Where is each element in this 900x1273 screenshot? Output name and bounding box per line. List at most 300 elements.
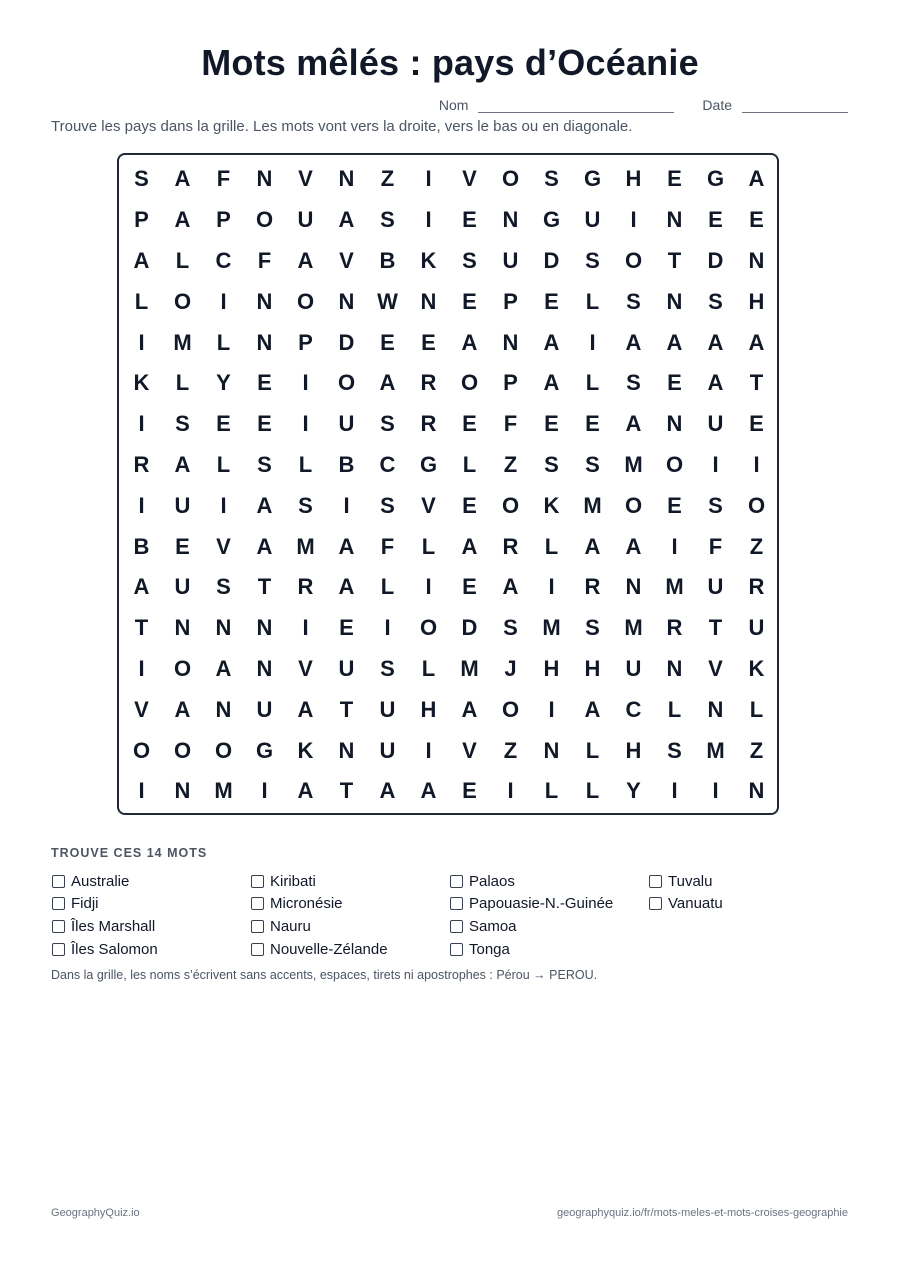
word-label: Vanuatu bbox=[668, 895, 723, 913]
word-checkbox[interactable] bbox=[450, 897, 463, 910]
grid-cell[interactable]: U bbox=[584, 207, 601, 233]
grid-cell[interactable]: R bbox=[748, 574, 765, 600]
grid-cell[interactable]: R bbox=[420, 411, 437, 437]
grid-cell[interactable]: F bbox=[503, 411, 518, 437]
word-list bbox=[52, 870, 852, 962]
grid-cell[interactable]: S bbox=[544, 166, 559, 192]
grid-cell[interactable]: M bbox=[624, 451, 643, 477]
grid-cell[interactable]: P bbox=[503, 288, 518, 314]
grid-cell[interactable]: M bbox=[706, 737, 725, 763]
grid-cell[interactable]: L bbox=[380, 574, 395, 600]
grid-cell[interactable]: A bbox=[748, 166, 765, 192]
grid-cell[interactable]: S bbox=[175, 411, 190, 437]
grid-cell[interactable]: V bbox=[339, 247, 354, 273]
grid-cell[interactable]: T bbox=[749, 370, 764, 396]
word-list-item bbox=[251, 870, 450, 893]
grid-cell[interactable]: T bbox=[339, 778, 354, 804]
grid-cell[interactable]: N bbox=[502, 329, 519, 355]
grid-cell[interactable]: L bbox=[585, 370, 600, 396]
word-list-item bbox=[52, 893, 251, 916]
grid-cell[interactable]: N bbox=[748, 247, 765, 273]
grid-cell[interactable]: E bbox=[708, 207, 723, 233]
grid-cell[interactable]: V bbox=[298, 166, 313, 192]
grid-cell[interactable]: G bbox=[542, 207, 561, 233]
grid-cell[interactable]: L bbox=[175, 247, 190, 273]
grid-cell[interactable]: E bbox=[667, 370, 682, 396]
grid-cell[interactable]: M bbox=[460, 655, 479, 681]
grid-cell[interactable]: I bbox=[425, 737, 432, 763]
grid-cell[interactable]: O bbox=[747, 492, 766, 518]
grid-cell[interactable]: U bbox=[502, 247, 519, 273]
instructions: Trouve les pays dans la grille. Les mots vont vers la droite, vers le bas ou en diagonale. bbox=[51, 118, 633, 135]
grid-cell[interactable]: A bbox=[174, 696, 191, 722]
grid-cell[interactable]: C bbox=[625, 696, 642, 722]
grid-cell[interactable]: R bbox=[584, 574, 601, 600]
word-checkbox[interactable] bbox=[52, 943, 65, 956]
grid-cell[interactable]: E bbox=[421, 329, 436, 355]
grid-cell[interactable]: L bbox=[216, 329, 231, 355]
grid-cell[interactable]: S bbox=[585, 451, 600, 477]
grid-cell[interactable]: E bbox=[216, 411, 231, 437]
grid-cell[interactable]: P bbox=[298, 329, 313, 355]
grid-cell[interactable]: E bbox=[462, 288, 477, 314]
grid-cell[interactable]: I bbox=[548, 574, 555, 600]
grid-cell[interactable]: R bbox=[420, 370, 437, 396]
grid-cell[interactable]: E bbox=[749, 411, 764, 437]
grid-cell[interactable]: I bbox=[302, 615, 309, 641]
grid-cell[interactable]: L bbox=[667, 696, 682, 722]
grid-cell[interactable]: L bbox=[134, 288, 149, 314]
grid-cell[interactable]: A bbox=[543, 370, 560, 396]
grid-cell[interactable]: D bbox=[707, 247, 724, 273]
grid-cell[interactable]: O bbox=[255, 207, 274, 233]
word-list-item bbox=[450, 893, 649, 916]
grid-cell[interactable]: V bbox=[462, 166, 477, 192]
grid-cell[interactable]: I bbox=[302, 370, 309, 396]
grid-cell[interactable]: E bbox=[462, 574, 477, 600]
word-list-item bbox=[649, 893, 848, 916]
word-list-item bbox=[649, 870, 848, 893]
grid-cell[interactable]: U bbox=[625, 655, 642, 681]
grid-cell[interactable]: H bbox=[420, 696, 437, 722]
grid-cell[interactable]: E bbox=[749, 207, 764, 233]
grid-cell[interactable]: U bbox=[748, 615, 765, 641]
grid-cell[interactable]: Z bbox=[749, 533, 764, 559]
grid-cell[interactable]: L bbox=[585, 288, 600, 314]
grid-cell[interactable]: E bbox=[544, 411, 559, 437]
grid-cell[interactable]: L bbox=[421, 655, 436, 681]
grid-cell[interactable]: A bbox=[215, 655, 232, 681]
grid-cell[interactable]: K bbox=[543, 492, 560, 518]
grid-cell[interactable]: U bbox=[338, 411, 355, 437]
grid-cell[interactable]: N bbox=[256, 615, 273, 641]
grid-cell[interactable]: N bbox=[666, 288, 683, 314]
grid-cell[interactable]: A bbox=[502, 574, 519, 600]
word-checkbox[interactable] bbox=[450, 943, 463, 956]
grid-cell[interactable]: A bbox=[256, 533, 273, 559]
grid-cell[interactable]: B bbox=[133, 533, 150, 559]
grid-cell[interactable]: L bbox=[421, 533, 436, 559]
grid-cell[interactable]: K bbox=[297, 737, 314, 763]
grid-cell[interactable]: A bbox=[625, 533, 642, 559]
grid-cell[interactable]: M bbox=[583, 492, 602, 518]
grid-cell[interactable]: M bbox=[665, 574, 684, 600]
grid-cell[interactable]: S bbox=[216, 574, 231, 600]
grid-cell[interactable]: K bbox=[748, 655, 765, 681]
grid-cell[interactable]: N bbox=[338, 166, 355, 192]
date-label: Date bbox=[702, 97, 732, 113]
grid-cell[interactable]: B bbox=[379, 247, 396, 273]
grid-cell[interactable]: O bbox=[173, 655, 192, 681]
word-search-grid bbox=[121, 159, 777, 812]
grid-cell[interactable]: A bbox=[379, 370, 396, 396]
grid-cell[interactable]: A bbox=[297, 778, 314, 804]
grid-cell[interactable]: T bbox=[339, 696, 354, 722]
grid-cell[interactable]: A bbox=[461, 696, 478, 722]
grid-cell[interactable]: N bbox=[420, 288, 437, 314]
grid-cell[interactable]: A bbox=[379, 778, 396, 804]
grid-cell[interactable]: F bbox=[380, 533, 395, 559]
word-checkbox[interactable] bbox=[251, 897, 264, 910]
grid-cell[interactable]: E bbox=[462, 778, 477, 804]
word-label: Fidji bbox=[71, 895, 99, 913]
grid-cell[interactable]: L bbox=[216, 451, 231, 477]
grid-cell[interactable]: K bbox=[420, 247, 437, 273]
word-checkbox[interactable] bbox=[450, 875, 463, 888]
grid-cell[interactable]: N bbox=[256, 288, 273, 314]
grid-cell[interactable]: E bbox=[462, 207, 477, 233]
grid-cell[interactable]: N bbox=[256, 329, 273, 355]
grid-cell[interactable]: I bbox=[589, 329, 596, 355]
word-label: Australie bbox=[71, 872, 130, 890]
grid-cell[interactable]: O bbox=[419, 615, 438, 641]
grid-cell[interactable]: T bbox=[667, 247, 682, 273]
grid-cell[interactable]: M bbox=[214, 778, 233, 804]
grid-cell[interactable]: R bbox=[666, 615, 683, 641]
grid-cell[interactable]: A bbox=[707, 370, 724, 396]
word-label: Tuvalu bbox=[668, 872, 713, 890]
grid-cell[interactable]: O bbox=[624, 247, 643, 273]
grid-cell[interactable]: V bbox=[421, 492, 436, 518]
grid-cell[interactable]: Z bbox=[503, 737, 518, 763]
grid-cell[interactable]: I bbox=[343, 492, 350, 518]
footer-url[interactable]: geographyquiz.io/fr/mots-meles-et-mots-croises-geographie bbox=[556, 1207, 848, 1219]
grid-cell[interactable]: N bbox=[174, 615, 191, 641]
grid-cell[interactable]: O bbox=[624, 492, 643, 518]
grid-cell[interactable]: V bbox=[134, 696, 149, 722]
grid-cell[interactable]: A bbox=[338, 207, 355, 233]
grid-cell[interactable]: A bbox=[707, 329, 724, 355]
grid-cell[interactable]: P bbox=[134, 207, 149, 233]
grid-cell[interactable]: N bbox=[256, 166, 273, 192]
grid-cell[interactable]: I bbox=[753, 451, 760, 477]
grid-cell[interactable]: W bbox=[377, 288, 398, 314]
word-checkbox[interactable] bbox=[52, 897, 65, 910]
grid-cell[interactable]: S bbox=[380, 207, 395, 233]
grid-cell[interactable]: S bbox=[667, 737, 682, 763]
grid-cell[interactable]: I bbox=[138, 778, 145, 804]
grid-cell[interactable]: I bbox=[712, 451, 719, 477]
grid-cell[interactable]: D bbox=[461, 615, 478, 641]
grid-cell[interactable]: A bbox=[625, 329, 642, 355]
grid-cell[interactable]: N bbox=[666, 207, 683, 233]
grid-cell[interactable]: S bbox=[380, 492, 395, 518]
word-list-item bbox=[251, 915, 450, 938]
name-label: Nom bbox=[438, 97, 469, 113]
grid-cell[interactable]: A bbox=[625, 411, 642, 437]
grid-cell[interactable]: Z bbox=[503, 451, 518, 477]
grid-cell[interactable]: I bbox=[425, 166, 432, 192]
grid-cell[interactable]: I bbox=[507, 778, 514, 804]
grid-cell[interactable]: G bbox=[706, 166, 725, 192]
grid-cell[interactable]: I bbox=[220, 492, 227, 518]
grid-cell[interactable]: U bbox=[379, 737, 396, 763]
grid-cell[interactable]: O bbox=[173, 288, 192, 314]
grid-cell[interactable]: S bbox=[380, 655, 395, 681]
grid-cell[interactable]: S bbox=[503, 615, 518, 641]
grid-cell[interactable]: C bbox=[379, 451, 396, 477]
grid-cell[interactable]: D bbox=[338, 329, 355, 355]
grid-cell[interactable]: N bbox=[666, 655, 683, 681]
grid-cell[interactable]: I bbox=[138, 411, 145, 437]
grid-cell[interactable]: N bbox=[338, 737, 355, 763]
grid-cell[interactable]: S bbox=[585, 615, 600, 641]
word-checkbox[interactable] bbox=[52, 875, 65, 888]
grid-cell[interactable]: U bbox=[379, 696, 396, 722]
grid-note: Dans la grille, les noms s’écrivent sans accents, espaces, tirets ni apostrophes : Pérou → PEROU. bbox=[51, 968, 598, 982]
grid-cell[interactable]: N bbox=[256, 655, 273, 681]
grid-cell[interactable]: E bbox=[544, 288, 559, 314]
grid-cell[interactable]: A bbox=[338, 574, 355, 600]
grid-cell[interactable]: U bbox=[297, 207, 314, 233]
grid-cell[interactable]: H bbox=[625, 737, 642, 763]
word-list-item bbox=[450, 915, 649, 938]
grid-cell[interactable]: P bbox=[503, 370, 518, 396]
grid-cell[interactable]: N bbox=[174, 778, 191, 804]
grid-cell[interactable]: L bbox=[175, 370, 190, 396]
word-checkbox[interactable] bbox=[52, 920, 65, 933]
grid-cell[interactable]: O bbox=[337, 370, 356, 396]
grid-cell[interactable]: N bbox=[502, 207, 519, 233]
grid-cell[interactable]: I bbox=[425, 574, 432, 600]
grid-cell[interactable]: N bbox=[543, 737, 560, 763]
grid-cell[interactable]: M bbox=[542, 615, 561, 641]
word-label: Micronésie bbox=[270, 895, 343, 913]
grid-cell[interactable]: N bbox=[666, 411, 683, 437]
grid-cell[interactable]: Y bbox=[626, 778, 641, 804]
name-field[interactable] bbox=[478, 96, 674, 113]
grid-cell[interactable]: V bbox=[298, 655, 313, 681]
grid-cell[interactable]: H bbox=[748, 288, 765, 314]
grid-cell[interactable]: N bbox=[215, 696, 232, 722]
page-title: Mots mêlés : pays d’Océanie bbox=[201, 42, 699, 83]
grid-cell[interactable]: U bbox=[174, 492, 191, 518]
grid-cell[interactable]: A bbox=[133, 247, 150, 273]
grid-cell[interactable]: A bbox=[338, 533, 355, 559]
grid-cell[interactable]: O bbox=[132, 737, 151, 763]
grid-cell[interactable]: I bbox=[384, 615, 391, 641]
grid-cell[interactable]: E bbox=[339, 615, 354, 641]
grid-cell[interactable]: E bbox=[585, 411, 600, 437]
grid-cell[interactable]: G bbox=[419, 451, 438, 477]
grid-cell[interactable]: A bbox=[174, 166, 191, 192]
grid-cell[interactable]: I bbox=[671, 533, 678, 559]
grid-cell[interactable]: S bbox=[257, 451, 272, 477]
word-checkbox[interactable] bbox=[251, 920, 264, 933]
grid-cell[interactable]: U bbox=[707, 411, 724, 437]
grid-cell[interactable]: R bbox=[297, 574, 314, 600]
grid-cell[interactable]: F bbox=[257, 247, 272, 273]
grid-cell[interactable]: U bbox=[256, 696, 273, 722]
grid-cell[interactable]: N bbox=[215, 615, 232, 641]
grid-cell[interactable]: S bbox=[298, 492, 313, 518]
grid-cell[interactable]: I bbox=[630, 207, 637, 233]
grid-cell[interactable]: K bbox=[133, 370, 150, 396]
grid-cell[interactable]: I bbox=[261, 778, 268, 804]
word-checkbox[interactable] bbox=[450, 920, 463, 933]
grid-cell[interactable]: A bbox=[461, 533, 478, 559]
grid-cell[interactable]: O bbox=[501, 492, 520, 518]
grid-cell[interactable]: G bbox=[255, 737, 274, 763]
word-list-item bbox=[52, 938, 251, 961]
grid-cell[interactable]: S bbox=[626, 288, 641, 314]
grid-cell[interactable]: L bbox=[749, 696, 764, 722]
grid-cell[interactable]: O bbox=[501, 166, 520, 192]
grid-cell[interactable]: U bbox=[174, 574, 191, 600]
grid-cell[interactable]: G bbox=[583, 166, 602, 192]
grid-cell[interactable]: V bbox=[708, 655, 723, 681]
grid-cell[interactable]: T bbox=[708, 615, 723, 641]
grid-cell[interactable]: V bbox=[462, 737, 477, 763]
grid-cell[interactable]: S bbox=[380, 411, 395, 437]
grid-cell[interactable]: A bbox=[174, 207, 191, 233]
grid-cell[interactable]: E bbox=[257, 370, 272, 396]
word-checkbox[interactable] bbox=[251, 875, 264, 888]
grid-cell[interactable]: Z bbox=[380, 166, 395, 192]
grid-cell[interactable]: E bbox=[462, 492, 477, 518]
grid-cell[interactable]: H bbox=[543, 655, 560, 681]
word-search-grid-frame bbox=[117, 153, 779, 815]
grid-cell[interactable]: L bbox=[544, 778, 559, 804]
grid-cell[interactable]: O bbox=[665, 451, 684, 477]
grid-cell[interactable]: T bbox=[134, 615, 149, 641]
grid-cell[interactable]: R bbox=[133, 451, 150, 477]
grid-cell[interactable]: U bbox=[707, 574, 724, 600]
grid-cell[interactable]: F bbox=[708, 533, 723, 559]
grid-cell[interactable]: I bbox=[220, 288, 227, 314]
word-label: Palaos bbox=[469, 872, 515, 890]
grid-cell[interactable]: A bbox=[256, 492, 273, 518]
grid-cell[interactable]: B bbox=[338, 451, 355, 477]
grid-cell[interactable]: D bbox=[543, 247, 560, 273]
grid-cell[interactable]: L bbox=[462, 451, 477, 477]
grid-cell[interactable]: A bbox=[297, 696, 314, 722]
word-list-item bbox=[450, 870, 649, 893]
grid-cell[interactable]: L bbox=[298, 451, 313, 477]
grid-cell[interactable]: O bbox=[214, 737, 233, 763]
word-checkbox[interactable] bbox=[649, 875, 662, 888]
grid-cell[interactable]: A bbox=[133, 574, 150, 600]
grid-cell[interactable]: L bbox=[544, 533, 559, 559]
grid-cell[interactable]: I bbox=[425, 207, 432, 233]
grid-cell[interactable]: S bbox=[462, 247, 477, 273]
grid-cell[interactable]: A bbox=[748, 329, 765, 355]
grid-cell[interactable]: E bbox=[257, 411, 272, 437]
grid-cell[interactable]: N bbox=[748, 778, 765, 804]
grid-cell[interactable]: O bbox=[460, 370, 479, 396]
grid-cell[interactable]: I bbox=[138, 655, 145, 681]
grid-cell[interactable]: Y bbox=[216, 370, 231, 396]
grid-cell[interactable]: U bbox=[338, 655, 355, 681]
grid-cell[interactable]: R bbox=[502, 533, 519, 559]
grid-cell[interactable]: O bbox=[173, 737, 192, 763]
grid-cell[interactable]: H bbox=[584, 655, 601, 681]
grid-cell[interactable]: H bbox=[625, 166, 642, 192]
grid-cell[interactable]: S bbox=[544, 451, 559, 477]
grid-cell[interactable]: M bbox=[296, 533, 315, 559]
grid-cell[interactable]: F bbox=[216, 166, 231, 192]
grid-cell[interactable]: I bbox=[302, 411, 309, 437]
name-date-fields bbox=[439, 96, 848, 113]
word-checkbox[interactable] bbox=[649, 897, 662, 910]
grid-cell[interactable]: T bbox=[257, 574, 272, 600]
grid-cell[interactable]: S bbox=[134, 166, 149, 192]
word-list-item bbox=[52, 915, 251, 938]
grid-cell[interactable]: N bbox=[625, 574, 642, 600]
grid-cell[interactable]: I bbox=[712, 778, 719, 804]
grid-cell[interactable]: A bbox=[297, 247, 314, 273]
grid-cell[interactable]: E bbox=[380, 329, 395, 355]
grid-cell[interactable]: M bbox=[624, 615, 643, 641]
grid-cell[interactable]: C bbox=[215, 247, 232, 273]
grid-cell[interactable]: V bbox=[216, 533, 231, 559]
grid-cell[interactable]: A bbox=[584, 533, 601, 559]
grid-cell[interactable]: I bbox=[548, 696, 555, 722]
grid-cell[interactable]: E bbox=[175, 533, 190, 559]
grid-cell[interactable]: S bbox=[585, 247, 600, 273]
grid-cell[interactable]: L bbox=[585, 778, 600, 804]
word-label: Samoa bbox=[469, 917, 517, 935]
grid-cell[interactable]: E bbox=[667, 492, 682, 518]
grid-cell[interactable]: E bbox=[667, 166, 682, 192]
word-list-item bbox=[251, 938, 450, 961]
grid-cell[interactable]: A bbox=[584, 696, 601, 722]
grid-cell[interactable]: A bbox=[174, 451, 191, 477]
grid-cell[interactable]: I bbox=[138, 329, 145, 355]
grid-cell[interactable]: N bbox=[707, 696, 724, 722]
grid-cell[interactable]: S bbox=[626, 370, 641, 396]
grid-cell[interactable]: A bbox=[666, 329, 683, 355]
grid-cell[interactable]: A bbox=[420, 778, 437, 804]
grid-cell[interactable]: I bbox=[138, 492, 145, 518]
grid-cell[interactable]: L bbox=[585, 737, 600, 763]
grid-cell[interactable]: E bbox=[462, 411, 477, 437]
grid-cell[interactable]: J bbox=[504, 655, 517, 681]
grid-cell[interactable]: P bbox=[216, 207, 231, 233]
word-checkbox[interactable] bbox=[251, 943, 264, 956]
grid-cell[interactable]: N bbox=[338, 288, 355, 314]
grid-cell[interactable]: Z bbox=[749, 737, 764, 763]
grid-cell[interactable]: O bbox=[296, 288, 315, 314]
grid-cell[interactable]: A bbox=[543, 329, 560, 355]
grid-cell[interactable]: O bbox=[501, 696, 520, 722]
grid-cell[interactable]: A bbox=[461, 329, 478, 355]
grid-cell[interactable]: I bbox=[671, 778, 678, 804]
date-field[interactable] bbox=[742, 96, 848, 113]
grid-cell[interactable]: M bbox=[173, 329, 192, 355]
grid-cell[interactable]: S bbox=[708, 288, 723, 314]
grid-cell[interactable]: S bbox=[708, 492, 723, 518]
